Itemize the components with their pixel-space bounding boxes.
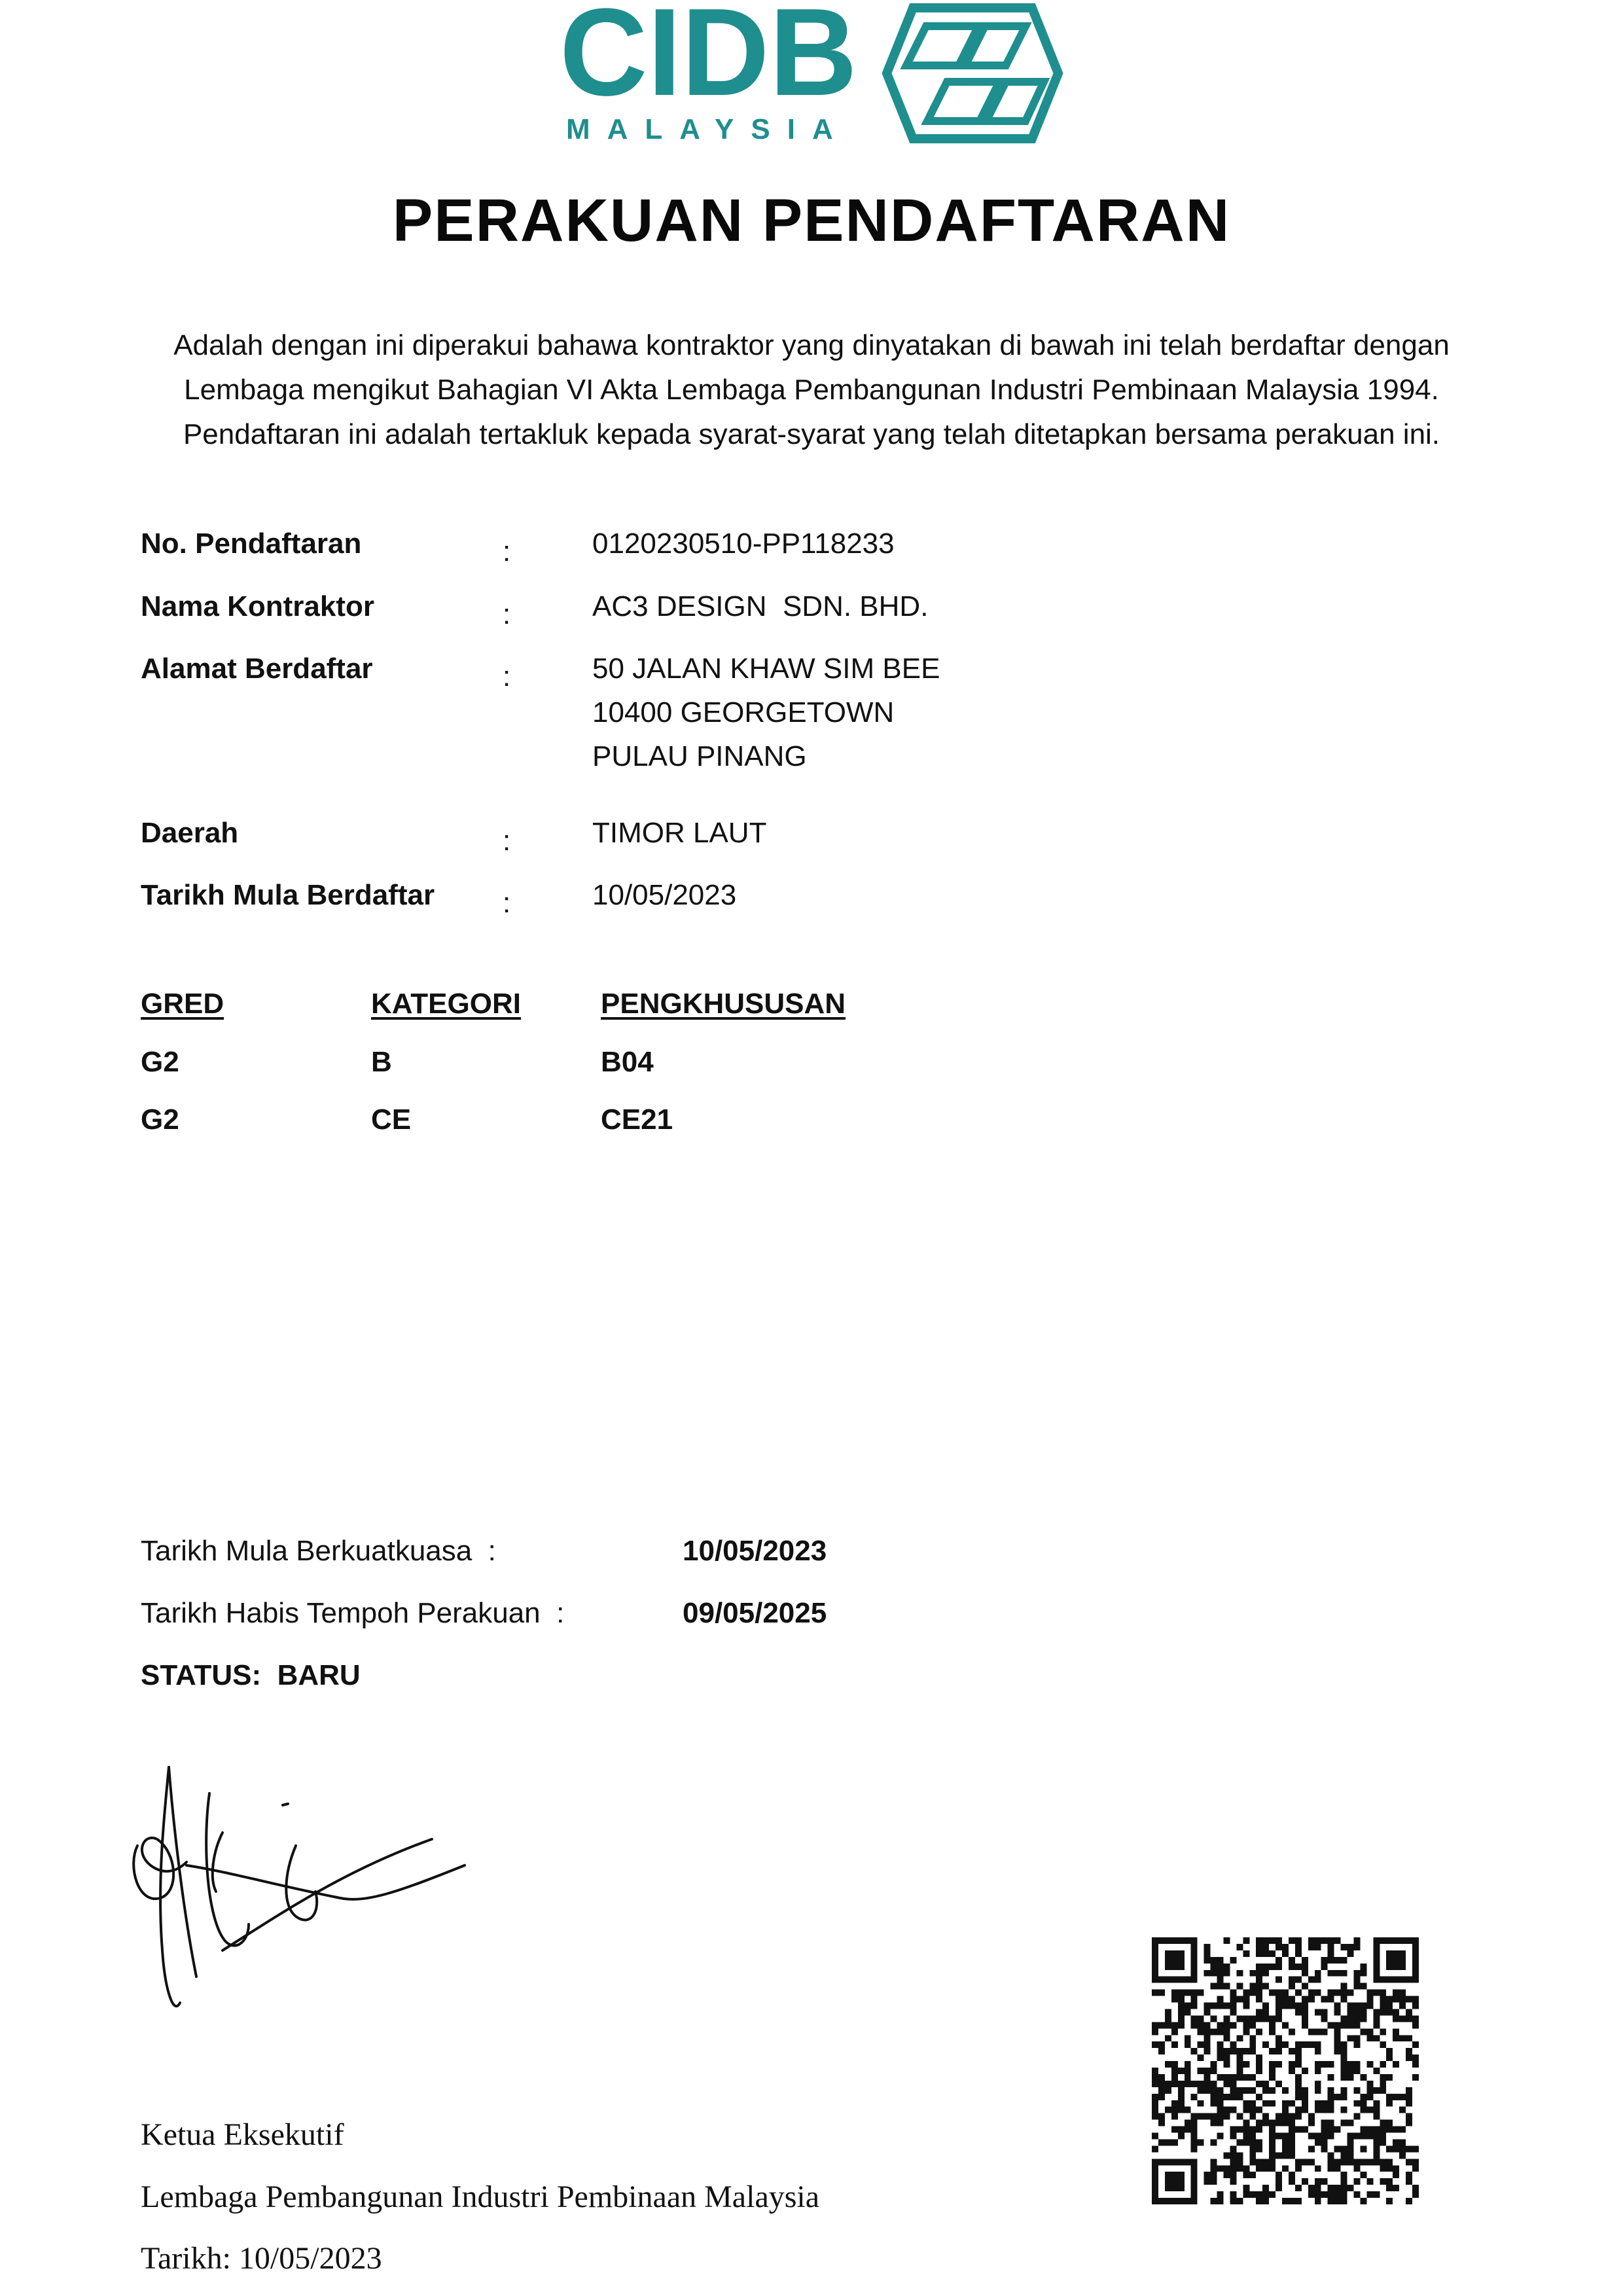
address-label: Alamat Berdaftar [141, 653, 373, 685]
contractor-name-colon: : [503, 598, 511, 630]
logo-country: MALAYSIA [566, 113, 850, 145]
start-date-value: 10/05/2023 [592, 879, 737, 911]
expiry-date-value: 09/05/2025 [683, 1597, 827, 1629]
start-date-colon: : [503, 887, 511, 919]
table-row-1-category: B [371, 1046, 392, 1078]
intro-line-3: Pendaftaran ini adalah tertakluk kepada syarat-syarat yang telah ditetapkan bersama perakuan ini. [183, 418, 1440, 450]
address-line-2: 10400 GEORGETOWN [592, 696, 895, 728]
contractor-name-label: Nama Kontraktor [141, 590, 374, 622]
qr-code [1152, 1937, 1419, 2204]
table-row-2-grade: G2 [141, 1103, 179, 1136]
district-value: TIMOR LAUT [592, 817, 767, 849]
district-colon: : [503, 825, 511, 857]
registration-no-colon: : [503, 535, 511, 567]
district-label: Daerah [141, 817, 239, 849]
logo-hexagon-icon [887, 8, 1058, 139]
signature-image [124, 1741, 478, 2042]
cidb-logo [560, 0, 1070, 151]
effective-date-label: Tarikh Mula Berkuatkuasa : [141, 1535, 496, 1567]
effective-date-value: 10/05/2023 [683, 1535, 827, 1567]
logo-wordmark: CIDB [560, 0, 857, 122]
certificate-date: Tarikh: 10/05/2023 [141, 2241, 382, 2276]
expiry-date-label: Tarikh Habis Tempoh Perakuan : [141, 1597, 565, 1629]
document-title: PERAKUAN PENDAFTARAN [392, 187, 1231, 254]
grade-header: GRED [141, 988, 224, 1020]
status-text: STATUS: BARU [141, 1659, 361, 1691]
start-date-label: Tarikh Mula Berdaftar [141, 879, 435, 911]
address-line-1: 50 JALAN KHAW SIM BEE [592, 653, 940, 685]
registration-no-label: No. Pendaftaran [141, 528, 362, 560]
address-line-3: PULAU PINANG [592, 740, 807, 772]
table-row-1-grade: G2 [141, 1046, 179, 1078]
contractor-name-value: AC3 DESIGN SDN. BHD. [592, 590, 929, 622]
specialization-header: PENGKHUSUSAN [601, 988, 846, 1020]
category-header: KATEGORI [371, 988, 521, 1020]
intro-line-2: Lembaga mengikut Bahagian VI Akta Lembaga Pembangunan Industri Pembinaan Malaysia 1994. [184, 374, 1439, 406]
table-row-2-specialization: CE21 [601, 1103, 673, 1136]
table-row-1-specialization: B04 [601, 1046, 654, 1078]
registration-no-value: 0120230510-PP118233 [592, 528, 895, 560]
intro-line-1: Adalah dengan ini diperakui bahawa kontraktor yang dinyatakan di bawah ini telah berdaftar dengan [173, 329, 1450, 361]
signatory-position: Ketua Eksekutif [141, 2117, 344, 2152]
signatory-organization: Lembaga Pembangunan Industri Pembinaan Malaysia [141, 2179, 820, 2214]
address-colon: : [503, 660, 511, 692]
table-row-2-category: CE [371, 1103, 412, 1136]
